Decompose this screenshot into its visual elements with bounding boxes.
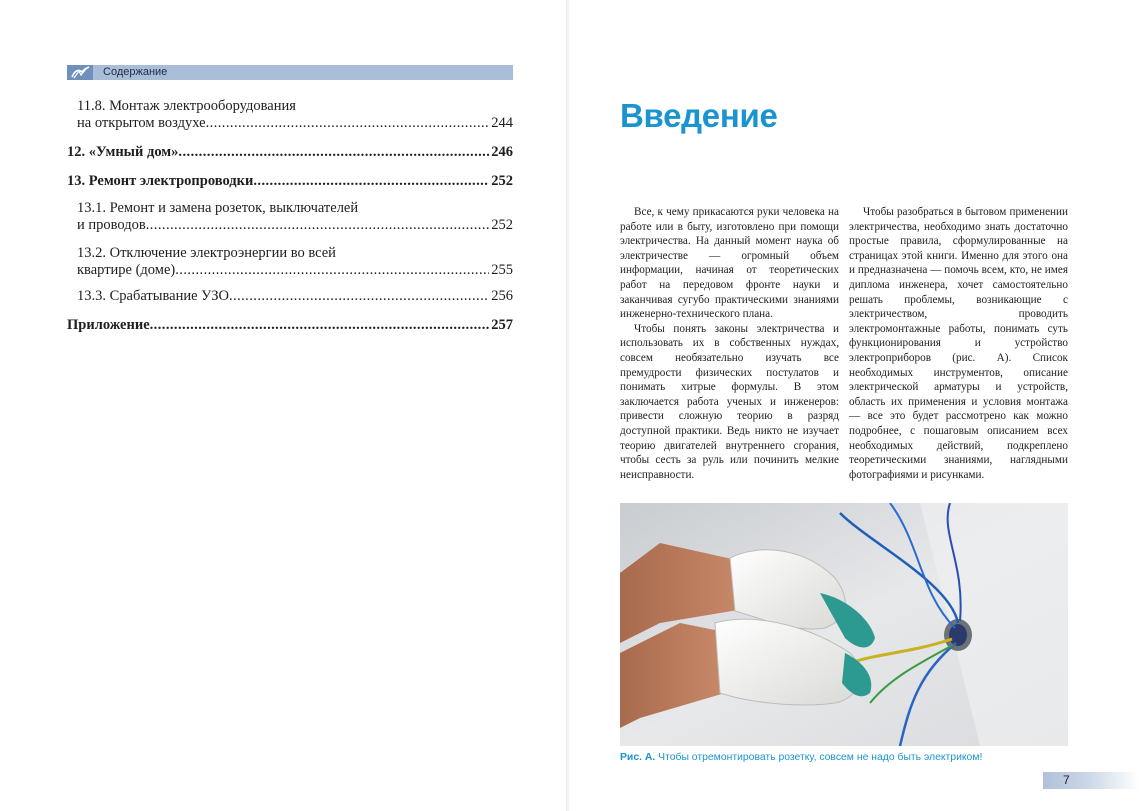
toc-entry [67, 98, 513, 132]
page-number: 7 [1063, 773, 1070, 787]
text-column-1 [620, 205, 839, 482]
book-logo-icon [67, 65, 93, 80]
text-column-2 [849, 205, 1068, 482]
toc-entry-title: Приложение [67, 317, 150, 333]
paragraph: Все, к чему прикасаются руки человека на работе или в быту, изготовлено при помощи электричества. На данный момент наука об электричестве — огромный объем информации, начиная от теоретических работ на передовом фронте науки и заканчивая сугубо практическими знаниями инженерно-технического плана. [620, 206, 839, 321]
toc-page-number: 252 [491, 217, 513, 233]
electrician-hands-wiring-photo [620, 503, 1068, 746]
toc-leader-dots [146, 217, 490, 234]
chapter-title: Введение [620, 97, 778, 134]
toc-entry-title: 13.2. Отключение электроэнергии во всей [77, 245, 336, 261]
toc-entry [67, 144, 513, 161]
toc-leader-dots [175, 262, 489, 279]
figure-caption-text: Чтобы отремонтировать розетку, совсем не надо быть электриком! [658, 752, 983, 763]
toc-entry-title: и проводов [77, 217, 146, 233]
toc-entry-title: 13.3. Срабатывание УЗО [77, 288, 229, 304]
toc-page-number: 252 [491, 173, 513, 189]
paragraph: Чтобы понять законы электричества и использовать их в собственных нуждах, совсем необязательно изучать все премудрости физических постулатов и понимать хитрые формулы. В этом заключается работа ученых и инженеров: привести сложную теорию в разряд доступной практики. Ведь никто не изучает теорию двигателей внутреннего сгорания, чтобы сесть за руль или починить мелкие неисправности. [620, 322, 839, 481]
toc-page-number: 244 [491, 115, 513, 131]
toc-entry-title: 13.1. Ремонт и замена розеток, выключателей [77, 200, 359, 216]
toc-entry [67, 200, 513, 234]
figure-caption [620, 751, 982, 764]
toc-entry-title: на открытом воздухе [77, 115, 206, 131]
toc-leader-dots [206, 115, 490, 132]
page-number-bar [1043, 772, 1139, 789]
toc-leader-dots [229, 288, 489, 305]
figure-label: Рис. А. [620, 752, 656, 763]
toc-entry-title: 12. «Умный дом» [67, 144, 179, 160]
toc-entry [67, 245, 513, 279]
contents-header-bar [67, 65, 513, 80]
toc-page-number: 255 [491, 262, 513, 278]
toc-entry-title: квартире (доме) [77, 262, 176, 278]
toc-entry [67, 288, 513, 305]
toc-entry-title: 11.8. Монтаж электрооборудования [77, 98, 296, 114]
toc-page-number: 256 [491, 288, 513, 304]
toc-entry [67, 173, 513, 190]
contents-header-label: Содержание [103, 66, 168, 78]
toc-leader-dots [253, 173, 489, 190]
toc-entry-title: 13. Ремонт электропроводки [67, 173, 254, 189]
toc-leader-dots [150, 317, 490, 334]
toc-leader-dots [178, 144, 489, 161]
toc-page-number: 257 [491, 317, 513, 333]
toc-page-number: 246 [491, 144, 513, 160]
paragraph: Чтобы разобраться в бытовом применении электричества, необходимо знать достаточно простые правила, сформулированные на страницах этой книги. Именно для этого она и предназначена — помочь всем, кто, не имея диплома инженера, хочет самостоятельно решать проблемы, возникающие с электричеством, проводить электромонтажные работы, понимать суть функционирования и устройство электроприборов (рис. А). Список необходимых инструментов, описание электрической арматуры и устройств, область их применения и условия монтажа — все это будет рассмотрено как можно подробнее, с пошаговым описанием всех необходимых действий, подкреплено теоретическими знаниями, наглядными фотографиями и рисунками. [849, 206, 1068, 481]
toc-entry [67, 317, 513, 334]
left-page [0, 0, 568, 811]
